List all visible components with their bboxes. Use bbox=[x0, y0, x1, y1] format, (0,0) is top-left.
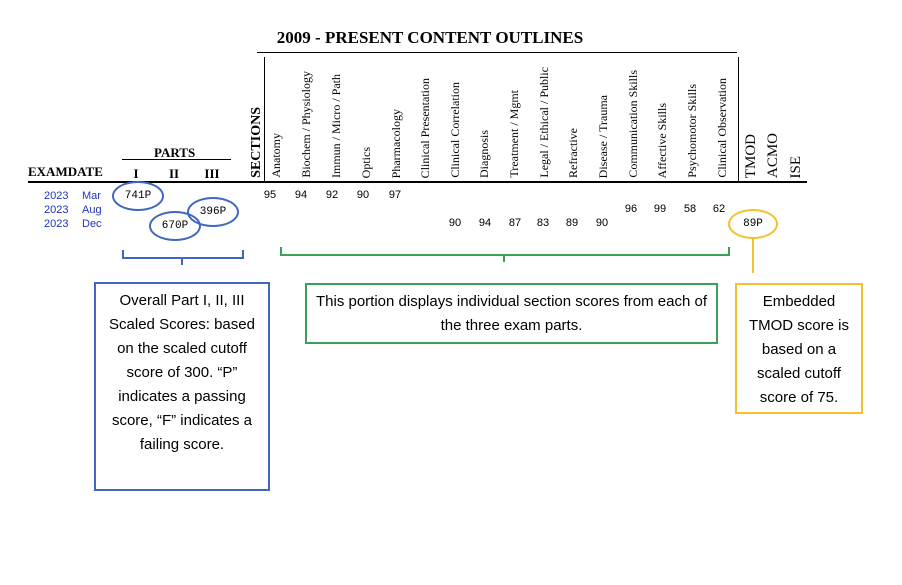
section-header: Diagnosis bbox=[477, 130, 491, 178]
section-score: 90 bbox=[595, 217, 609, 229]
tmod-callout bbox=[735, 283, 863, 414]
section-header: Clinical Correlation bbox=[448, 82, 462, 178]
ise-header: ISE bbox=[788, 155, 804, 178]
examdate-header: EXAMDATE bbox=[28, 164, 103, 179]
section-score: 89 bbox=[565, 217, 579, 229]
tmod-score-oval bbox=[728, 209, 778, 239]
row-year: 2023 bbox=[44, 204, 69, 216]
tmod-connector bbox=[752, 238, 754, 273]
sections-callout bbox=[305, 283, 718, 344]
row-month: Aug bbox=[82, 204, 102, 216]
page-title: 2009 - PRESENT CONTENT OUTLINES bbox=[276, 28, 584, 47]
section-score: 62 bbox=[712, 203, 726, 215]
row-year: 2023 bbox=[44, 190, 69, 202]
part-i-score-oval bbox=[112, 181, 164, 211]
tmod-score: 89P bbox=[743, 218, 763, 230]
section-score: 99 bbox=[653, 203, 667, 215]
part-iii-header: III bbox=[204, 166, 220, 181]
sections-callout-text: This portion displays individual section scores from each of the three exam parts. bbox=[315, 293, 708, 334]
parts-callout-text: Overall Part I, II, III Scaled Scores: based on the scaled cutoff score of 300. “P” indicates a passing score, “F” indicates a failing score. bbox=[109, 292, 255, 453]
acmo-header: ACMO bbox=[765, 132, 781, 178]
part-ii-score: 670P bbox=[161, 220, 189, 232]
parts-bracket-tick bbox=[181, 257, 183, 265]
section-header: Refractive bbox=[566, 128, 580, 178]
part-i-score: 741P bbox=[124, 190, 152, 202]
part-i-header: I bbox=[133, 166, 139, 181]
section-header: Treatment / Mgmt bbox=[507, 90, 521, 178]
title-rule bbox=[257, 52, 737, 53]
sections-separator bbox=[264, 57, 265, 182]
section-header: Psychomotor Skills bbox=[685, 84, 699, 178]
section-score: 90 bbox=[356, 189, 370, 201]
parts-header: PARTS bbox=[154, 145, 196, 160]
row-month: Mar bbox=[82, 190, 101, 202]
section-score: 58 bbox=[683, 203, 697, 215]
sections-bracket-tick bbox=[503, 254, 505, 262]
section-score: 90 bbox=[448, 217, 462, 229]
section-score: 87 bbox=[508, 217, 522, 229]
section-header: Disease / Trauma bbox=[596, 94, 610, 178]
tmod-header: TMOD bbox=[743, 133, 759, 178]
sections-header: SECTIONS bbox=[249, 107, 264, 178]
section-score: 83 bbox=[536, 217, 550, 229]
section-score: 94 bbox=[294, 189, 308, 201]
parts-rule bbox=[122, 159, 231, 160]
sections-bracket bbox=[280, 247, 730, 256]
section-header: Pharmacology bbox=[389, 108, 403, 178]
section-header: Optics bbox=[359, 146, 373, 178]
section-header: Communication Skills bbox=[626, 70, 640, 178]
section-score: 96 bbox=[624, 203, 638, 215]
part-ii-score-oval bbox=[149, 211, 201, 241]
section-header: Anatomy bbox=[269, 133, 283, 178]
section-score: 95 bbox=[263, 189, 277, 201]
parts-callout bbox=[94, 282, 270, 491]
section-header: Biochem / Physiology bbox=[299, 71, 313, 178]
row-month: Dec bbox=[82, 218, 102, 230]
section-header: Immun / Micro / Path bbox=[329, 74, 343, 178]
part-iii-score: 396P bbox=[199, 206, 227, 218]
section-header: Clinical Presentation bbox=[418, 77, 432, 178]
extra-separator bbox=[738, 57, 739, 182]
section-score: 97 bbox=[388, 189, 402, 201]
row-year: 2023 bbox=[44, 218, 69, 230]
section-score: 94 bbox=[478, 217, 492, 229]
section-header: Legal / Ethical / Public bbox=[537, 67, 551, 178]
section-header: Affective Skills bbox=[655, 102, 669, 178]
tmod-callout-text: Embedded TMOD score is based on a scaled cutoff score of 75. bbox=[748, 293, 849, 406]
section-score: 92 bbox=[325, 189, 339, 201]
parts-bracket bbox=[122, 250, 244, 259]
section-header: Clinical Observation bbox=[715, 78, 729, 178]
part-ii-header: II bbox=[168, 166, 180, 181]
